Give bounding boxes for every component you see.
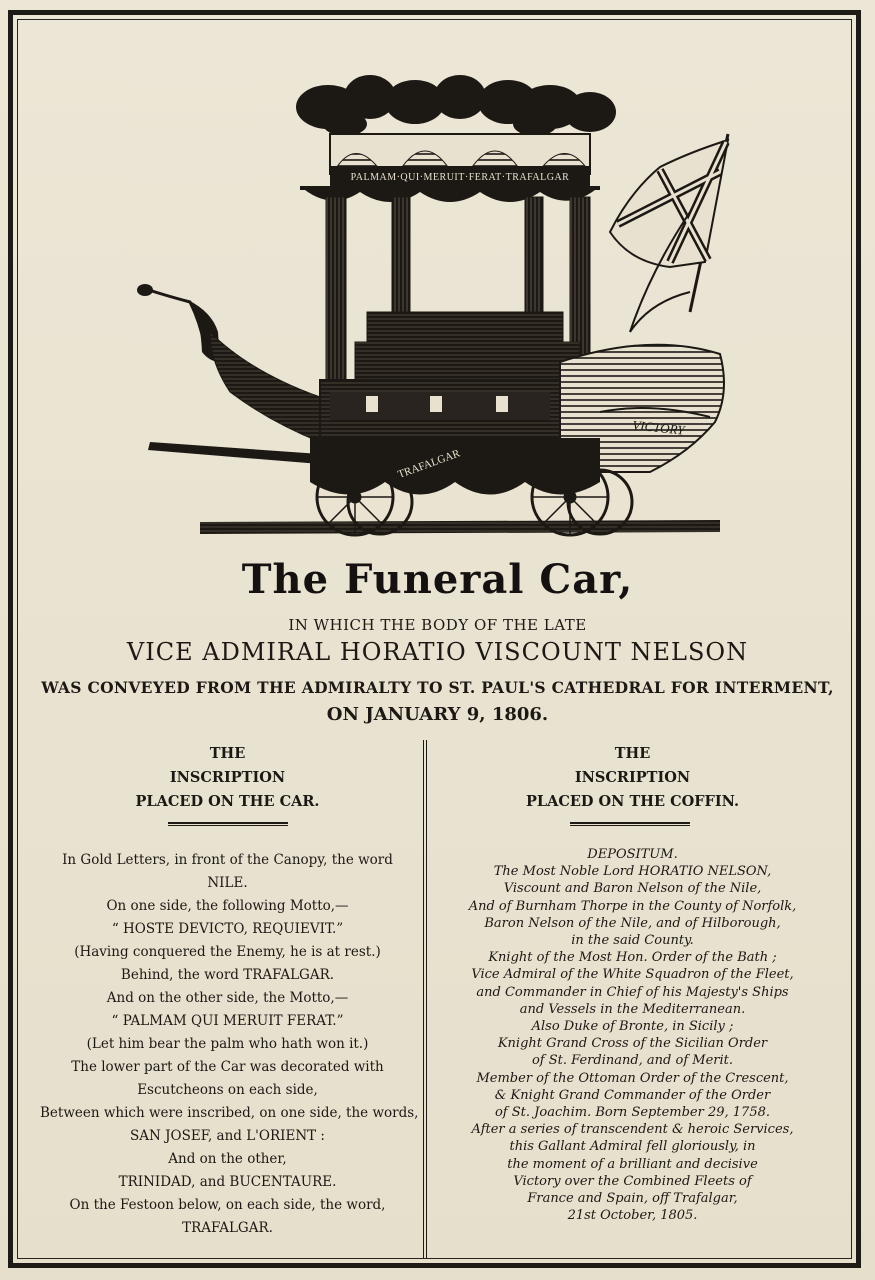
canopy-motto: PALMAM·QUI·MERUIT·FERAT·TRAFALGAR	[350, 172, 570, 183]
text-line: of St. Ferdinand, and of Merit.	[531, 1053, 734, 1069]
text-line: DEPOSITUM.	[587, 847, 678, 862]
heading-line: INSCRIPTION	[574, 769, 691, 786]
text-line: Also Duke of Bronte, in Sicily ;	[531, 1019, 734, 1035]
text-line: France and Spain, off Trafalgar,	[527, 1191, 738, 1207]
text-line: SAN JOSEF, and L'ORIENT :	[130, 1128, 325, 1144]
text-line: Baron Nelson of the Nile, and of Hilborough,	[484, 915, 781, 931]
heading-rule	[168, 822, 288, 826]
coffin-inscription-heading	[435, 742, 830, 814]
text-line: “ PALMAM QUI MERUIT FERAT.”	[111, 1013, 344, 1029]
car-inscription-text	[40, 849, 419, 1240]
coffin-inscription-text	[435, 846, 830, 1224]
text-line: (Let him bear the palm who hath won it.)	[86, 1036, 369, 1052]
text-line: Between which were inscribed, on one side, the words,	[40, 1105, 419, 1121]
text-line: Member of the Ottoman Order of the Crescent,	[476, 1070, 789, 1086]
text-line: NILE.	[207, 875, 248, 891]
ground-shadow	[200, 520, 720, 534]
text-line: in the said County.	[571, 933, 694, 949]
canopy-roof	[300, 134, 600, 202]
text-line: The Most Noble Lord HORATIO NELSON,	[493, 864, 772, 880]
page-title: The Funeral Car,	[241, 556, 634, 603]
text-line: Knight Grand Cross of the Sicilian Order	[497, 1036, 768, 1052]
subtitle-line-2: VICE ADMIRAL HORATIO VISCOUNT NELSON	[126, 638, 749, 666]
funeral-car-engraving	[130, 62, 740, 552]
text-line: and Commander in Chief of his Majesty's Ships	[476, 984, 789, 1000]
heading-line: INSCRIPTION	[169, 769, 286, 786]
text-line: Behind, the word TRAFALGAR.	[120, 967, 335, 983]
text-line: And on the other side, the Motto,—	[106, 990, 349, 1006]
stern-name: VICTORY	[631, 417, 686, 438]
text-line: (Having conquered the Enemy, he is at rest.)	[74, 944, 381, 960]
text-line: the moment of a brilliant and decisive	[507, 1156, 758, 1172]
car-inscription-heading	[40, 742, 415, 814]
text-line: After a series of transcendent & heroic Services,	[471, 1122, 794, 1138]
text-line: TRAFALGAR.	[182, 1220, 273, 1236]
text-line: of St. Joachim. Born September 29, 1758.	[494, 1105, 770, 1121]
column-divider	[423, 740, 427, 1258]
heading-line: THE	[614, 745, 651, 762]
text-line: this Gallant Admiral fell gloriously, in	[509, 1139, 756, 1155]
text-line: The lower part of the Car was decorated with	[71, 1059, 384, 1075]
coffin	[355, 312, 580, 384]
text-line: Victory over the Combined Fleets of	[513, 1173, 752, 1189]
subtitle-line-3: WAS CONVEYED FROM THE ADMIRALTY TO ST. PAUL'S CATHEDRAL FOR INTERMENT,	[41, 678, 834, 697]
figurehead	[137, 284, 220, 362]
plume-crest	[296, 75, 616, 136]
subtitle-date: ON JANUARY 9, 1806.	[326, 704, 549, 725]
text-line: Viscount and Baron Nelson of the Nile,	[503, 881, 762, 897]
festoon-word: TRAFALGAR	[396, 447, 462, 481]
text-line: 21st October, 1805.	[567, 1208, 698, 1224]
text-line: “ HOSTE DEVICTO, REQUIEVIT.”	[111, 921, 344, 937]
text-line: Knight of the Most Hon. Order of the Bath ;	[488, 950, 777, 966]
text-line: And on the other,	[168, 1151, 287, 1167]
text-line: On one side, the following Motto,—	[106, 898, 349, 914]
heading-line: PLACED ON THE CAR.	[135, 793, 320, 810]
text-line: And of Burnham Thorpe in the County of Norfolk,	[468, 898, 797, 914]
heading-line: PLACED ON THE COFFIN.	[525, 793, 739, 810]
union-flag	[610, 134, 728, 332]
subtitle-line-1: IN WHICH THE BODY OF THE LATE	[288, 616, 587, 634]
text-line: & Knight Grand Commander of the Order	[494, 1087, 771, 1103]
towing-shaft	[148, 442, 320, 464]
heading-line: THE	[209, 745, 246, 762]
text-line: Escutcheons on each side,	[137, 1082, 318, 1098]
heading-rule	[570, 822, 690, 826]
text-line: Vice Admiral of the White Squadron of the Fleet,	[471, 967, 794, 983]
text-line: TRINIDAD, and BUCENTAURE.	[118, 1174, 337, 1190]
text-line: On the Festoon below, on each side, the word,	[69, 1197, 386, 1213]
text-line: and Vessels in the Mediterranean.	[519, 1001, 746, 1017]
text-line: In Gold Letters, in front of the Canopy, the word	[62, 852, 393, 868]
